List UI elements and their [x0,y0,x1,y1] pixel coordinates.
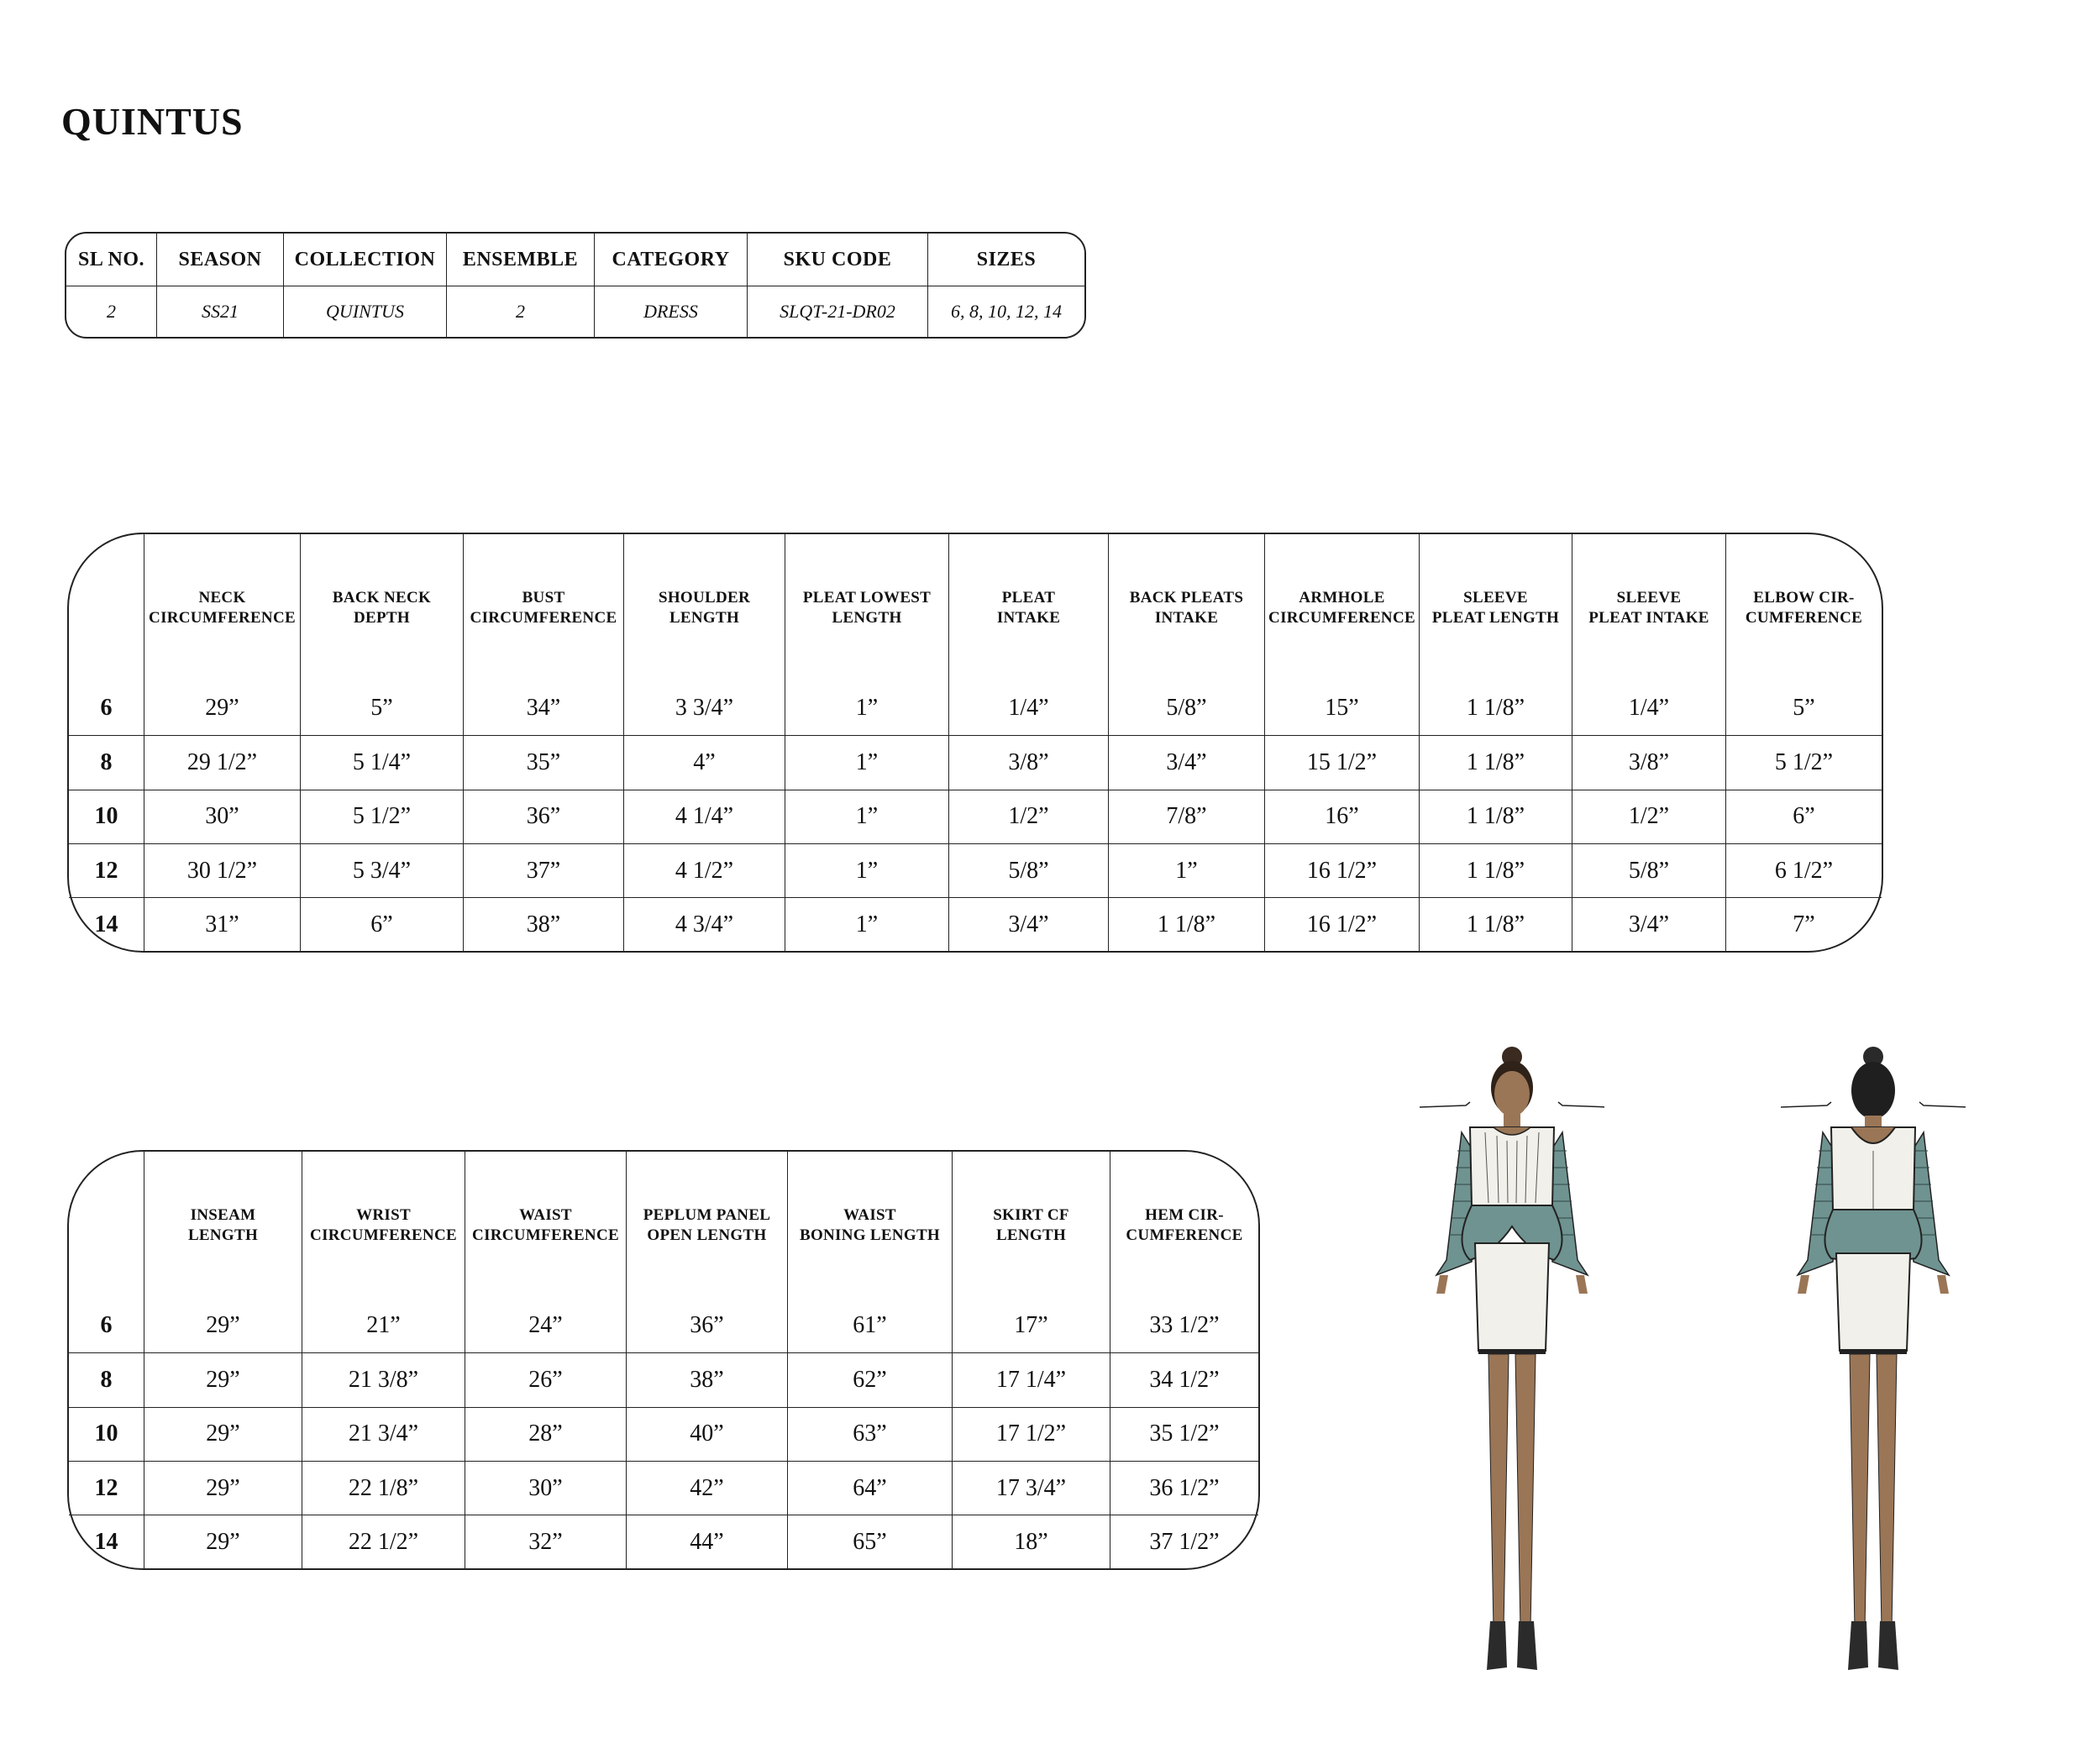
table2-cell: 64” [788,1462,953,1515]
table2-cell: 17 1/4” [953,1353,1110,1407]
table1-cell: 36” [464,790,624,844]
table1-cell: 34” [464,682,624,736]
product-info-table [65,232,1086,339]
table1-header-cell: PLEAT INTAKE [949,534,1109,682]
table2-cell: 44” [627,1515,788,1568]
table1-header-cell: SLEEVE PLEAT INTAKE [1572,534,1726,682]
header-ensemble: ENSEMBLE [447,234,595,286]
table1-cell: 4 1/4” [624,790,785,844]
table1-cell: 5 3/4” [301,844,464,898]
value-collection: QUINTUS [284,286,447,337]
table1-cell: 3/4” [1109,736,1265,790]
table2-cell: 32” [465,1515,627,1568]
table1-cell: 4 1/2” [624,844,785,898]
front-view-illustration [1420,1042,1604,1688]
table1-cell: 35” [464,736,624,790]
table1-cell: 38” [464,898,624,951]
back-view-illustration [1781,1042,1966,1688]
table2-row [69,1408,1258,1462]
table1-cell: 1/4” [1572,682,1726,736]
table2-cell: 29” [144,1300,302,1353]
table2-cell: 22 1/8” [302,1462,465,1515]
table2-size-label: 8 [69,1353,144,1407]
table1-cell: 1 1/8” [1420,898,1572,951]
table1-cell: 6” [1726,790,1882,844]
table1-cell: 30” [144,790,301,844]
table1-cell: 16 1/2” [1265,844,1420,898]
table2-cell: 42” [627,1462,788,1515]
table1-cell: 1” [785,898,949,951]
table2-header-cell: WAIST CIRCUMFERENCE [465,1152,627,1300]
table2-cell: 38” [627,1353,788,1407]
table1-row [69,682,1882,736]
info-header-row [66,234,1084,286]
table1-size-label: 12 [69,844,144,898]
table2-cell: 63” [788,1408,953,1462]
table2-cell: 28” [465,1408,627,1462]
table2-row [69,1353,1258,1407]
table2-header-cell: SKIRT CF LENGTH [953,1152,1110,1300]
header-collection: COLLECTION [284,234,447,286]
table1-cell: 5/8” [1109,682,1265,736]
table1-cell: 4 3/4” [624,898,785,951]
table1-cell: 16 1/2” [1265,898,1420,951]
table1-cell: 5” [301,682,464,736]
table1-cell: 37” [464,844,624,898]
value-sizes: 6, 8, 10, 12, 14 [951,301,1062,322]
table1-header-cell: ELBOW CIR- CUMFERENCE [1745,588,1863,627]
value-sku-code: SLQT-21-DR02 [748,286,928,337]
table1-header-cell: BACK PLEATS INTAKE [1109,534,1265,682]
table2-size-label: 12 [69,1462,144,1515]
table1-cell: 6” [301,898,464,951]
table2-cell: 21” [302,1300,465,1353]
table1-header-cell: BACK NECK DEPTH [301,534,464,682]
table1-corner-cell [69,534,144,682]
header-sl-no: SL NO. [66,234,157,286]
table1-cell: 7/8” [1109,790,1265,844]
table1-cell: 3 3/4” [624,682,785,736]
table2-cell: 17” [953,1300,1110,1353]
table2-header-row [69,1152,1258,1300]
value-season: SS21 [157,286,284,337]
table1-header-cell: ARMHOLE CIRCUMFERENCE [1265,534,1420,682]
table1-header-cell: SHOULDER LENGTH [624,534,785,682]
table1-cell: 7” [1793,911,1815,937]
table2-cell: 36” [627,1300,788,1353]
table2-header-cell: HEM CIR- CUMFERENCE [1126,1205,1243,1244]
table1-cell: 1/2” [949,790,1109,844]
measurement-table-upper [67,533,1883,953]
table2-size-label: 10 [69,1408,144,1462]
table2-row [69,1300,1258,1353]
table1-cell: 30 1/2” [144,844,301,898]
table1-cell: 1 1/8” [1420,682,1572,736]
table1-cell: 31” [144,898,301,951]
table1-cell: 3/4” [949,898,1109,951]
table1-cell: 15” [1265,682,1420,736]
table1-size-label: 14 [69,898,144,951]
table2-cell: 24” [465,1300,627,1353]
table1-header-cell: PLEAT LOWEST LENGTH [785,534,949,682]
table2-cell: 62” [788,1353,953,1407]
table1-cell: 4” [624,736,785,790]
table1-cell: 1” [785,844,949,898]
table1-cell: 3/4” [1572,898,1726,951]
table2-cell: 29” [144,1408,302,1462]
table1-cell: 1/4” [949,682,1109,736]
table1-size-label: 8 [69,736,144,790]
table2-cell: 33 1/2” [1110,1300,1258,1353]
table2-cell: 30” [465,1462,627,1515]
table1-cell: 1 1/8” [1420,736,1572,790]
table1-cell: 29” [144,682,301,736]
table1-cell: 1 1/8” [1420,790,1572,844]
table1-cell: 1/2” [1572,790,1726,844]
header-season: SEASON [157,234,284,286]
table2-cell: 37 1/2” [1149,1528,1220,1555]
table1-header-cell: SLEEVE PLEAT LENGTH [1420,534,1572,682]
table2-cell: 34 1/2” [1110,1353,1258,1407]
table2-cell: 29” [144,1462,302,1515]
table2-cell: 26” [465,1353,627,1407]
table2-cell: 40” [627,1408,788,1462]
table2-size-label: 6 [69,1300,144,1353]
table1-cell: 1” [785,736,949,790]
table1-row [69,898,1882,951]
table1-cell: 3/8” [1572,736,1726,790]
table2-cell: 17 1/2” [953,1408,1110,1462]
table1-cell: 5 1/4” [301,736,464,790]
table2-header-cell: WAIST BONING LENGTH [788,1152,953,1300]
table2-cell: 61” [788,1300,953,1353]
table1-cell: 5” [1726,682,1882,736]
value-ensemble: 2 [447,286,595,337]
table2-cell: 22 1/2” [302,1515,465,1568]
table2-corner-cell [69,1152,144,1300]
table1-cell: 6 1/2” [1726,844,1882,898]
table1-row [69,736,1882,790]
info-value-row [66,286,1084,337]
header-sku-code: SKU CODE [748,234,928,286]
header-sizes: SIZES [928,234,1084,286]
table2-row [69,1515,1258,1568]
table2-header-cell: INSEAM LENGTH [144,1152,302,1300]
table2-cell: 17 3/4” [953,1462,1110,1515]
table1-cell: 29 1/2” [144,736,301,790]
table1-cell: 15 1/2” [1265,736,1420,790]
measurement-table-lower [67,1150,1260,1570]
value-sl-no: 2 [66,286,157,337]
table2-size-label: 14 [69,1515,144,1568]
table2-row [69,1462,1258,1515]
table2-header-cell: WRIST CIRCUMFERENCE [302,1152,465,1300]
table1-header-cell: NECK CIRCUMFERENCE [144,534,301,682]
table1-size-label: 6 [69,682,144,736]
table2-cell: 35 1/2” [1110,1408,1258,1462]
table1-header-cell: BUST CIRCUMFERENCE [464,534,624,682]
table2-cell: 18” [953,1515,1110,1568]
table1-cell: 3/8” [949,736,1109,790]
table2-cell: 21 3/8” [302,1353,465,1407]
table1-cell: 16” [1265,790,1420,844]
table1-cell: 5 1/2” [301,790,464,844]
table2-cell: 21 3/4” [302,1408,465,1462]
table1-cell: 1” [785,790,949,844]
table1-cell: 5 1/2” [1726,736,1882,790]
table2-cell: 29” [144,1353,302,1407]
table1-header-row [69,534,1882,682]
table1-cell: 5/8” [949,844,1109,898]
table2-cell: 65” [788,1515,953,1568]
table1-cell: 1” [785,682,949,736]
table1-cell: 1 1/8” [1109,898,1265,951]
table1-cell: 1” [1109,844,1265,898]
value-category: DRESS [595,286,748,337]
table1-size-label: 10 [69,790,144,844]
header-category: CATEGORY [595,234,748,286]
table2-cell: 36 1/2” [1110,1462,1258,1515]
table1-cell: 1 1/8” [1420,844,1572,898]
page-title: QUINTUS [61,100,244,143]
table1-row [69,844,1882,898]
table2-header-cell: PEPLUM PANEL OPEN LENGTH [627,1152,788,1300]
table1-cell: 5/8” [1572,844,1726,898]
table1-row [69,790,1882,844]
table2-cell: 29” [144,1515,302,1568]
